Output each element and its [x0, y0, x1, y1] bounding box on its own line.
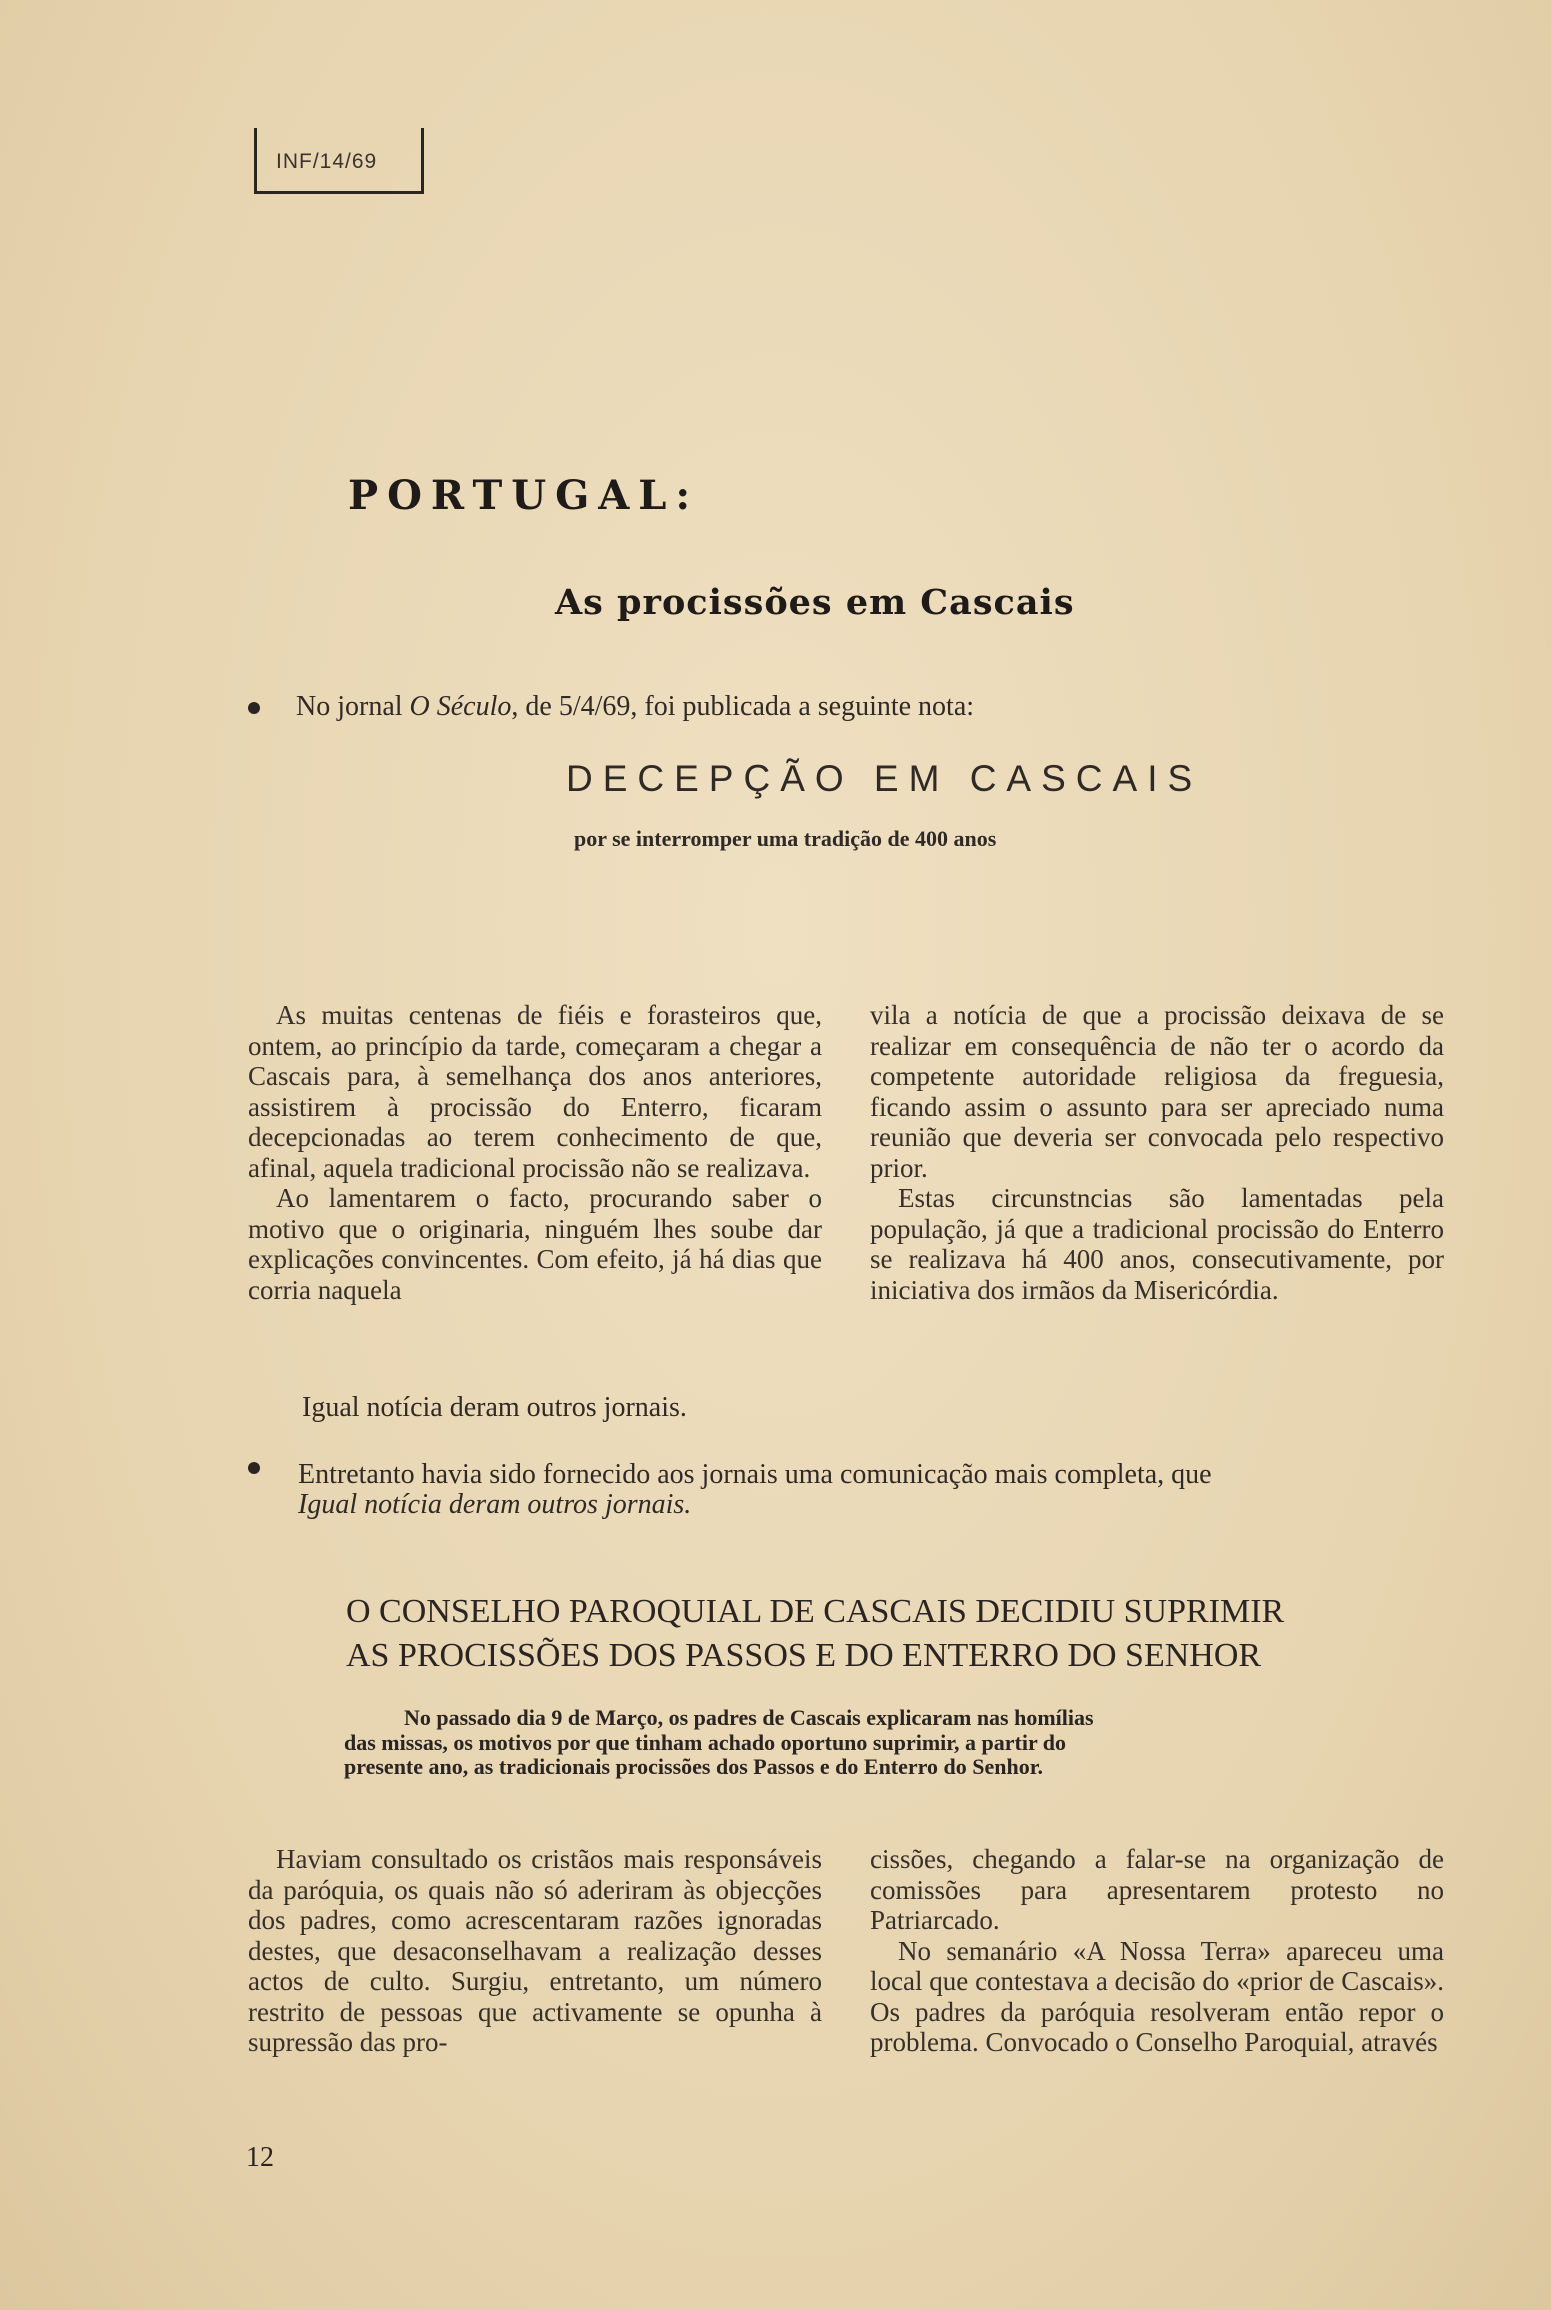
paragraph: No semanário «A Nossa Terra» apareceu uma local que contestava a decisão do «prior de Cascais». Os padres da paróquia resolveram então repor o problema. Convocado o Conselho Paroquial, através: [870, 1935, 1444, 2057]
section-title: [346, 1590, 1284, 1678]
paragraph: Haviam consultado os cristãos mais responsáveis da paróquia, os quais não só aderiram às objecções dos padres, como acrescentaram razões ignoradas destes, que desaconselhavam a realização desses actos de culto. Surgiu, entretanto, um número restrito de pessoas que activamente se opunha à supressão das pro-: [248, 1844, 822, 2057]
entretanto-line-italic: Igual notícia deram outros jornais.: [298, 1489, 692, 1520]
bullet-icon: [248, 702, 260, 714]
lead-line: presente ano, as tradicionais procissões dos Passos e do Enterro do Senhor.: [344, 1754, 1043, 1779]
intro-suffix: , de 5/4/69, foi publicada a seguinte nota:: [511, 691, 975, 722]
section-title-line: O CONSELHO PAROQUIAL DE CASCAIS DECIDIU SUPRIMIR: [346, 1593, 1285, 1630]
bullet-icon: [248, 1462, 260, 1474]
country-heading: PORTUGAL:: [348, 472, 700, 519]
section-title-line: AS PROCISSÕES DOS PASSOS E DO ENTERRO DO SENHOR: [346, 1637, 1262, 1674]
entretanto-line: Entretanto havia sido fornecido aos jornais uma comunicação mais completa, que: [298, 1459, 1212, 1490]
igual-noticia-line: Igual notícia deram outros jornais.: [302, 1392, 687, 1423]
intro-prefix: No jornal: [296, 691, 410, 722]
quoted-subtitle: por se interromper uma tradição de 400 anos: [574, 826, 997, 851]
quoted-title: DECEPÇÃO EM CASCAIS: [566, 758, 1203, 799]
article-headline: As procissões em Cascais: [555, 582, 1075, 623]
section-lead: [344, 1706, 1342, 1780]
page-number: 12: [246, 2142, 274, 2173]
lead-line: No passado dia 9 de Março, os padres de Cascais explicaram nas homílias: [404, 1705, 1094, 1730]
paragraph: cissões, chegando a falar-se na organização de comissões para apresentarem protesto no Patriarcado.: [870, 1844, 1444, 1935]
article2-right-column: [870, 1844, 1444, 2058]
reference-code: INF/14/69: [276, 150, 378, 173]
intro-line: [296, 692, 974, 722]
article2-left-column: [248, 1844, 822, 2058]
article1-left-column: [248, 1000, 822, 1305]
paragraph: As muitas centenas de fiéis e forasteiros que, ontem, ao princípio da tarde, começaram a chegar a Cascais para, à semelhança dos anos anteriores, assistirem à procissão do Enterro, ficaram decepcionadas ao terem conhecimento de que, afinal, aquela tradicional procissão não se realizava.: [248, 1000, 822, 1183]
paragraph: Estas circunstncias são lamentadas pela população, já que a tradicional procissão do Enterro se realizava há 400 anos, consecutivamente, por iniciativa dos irmãos da Misericórdia.: [870, 1183, 1444, 1305]
paragraph: Ao lamentarem o facto, procurando saber o motivo que o originaria, ninguém lhes soube dar explicações convincentes. Com efeito, já há dias que corria naquela: [248, 1183, 822, 1305]
newspaper-name: O Século: [409, 691, 512, 722]
lead-line: das missas, os motivos por que tinham achado oportuno suprimir, a partir do: [344, 1729, 1067, 1755]
article1-right-column: [870, 1000, 1444, 1305]
paragraph: vila a notícia de que a procissão deixava de se realizar em consequência de não ter o acordo da competente autoridade religiosa da freguesia, ficando assim o assunto para ser apreciado numa reunião que deveria ser convocada pelo respectivo prior.: [870, 1000, 1444, 1183]
